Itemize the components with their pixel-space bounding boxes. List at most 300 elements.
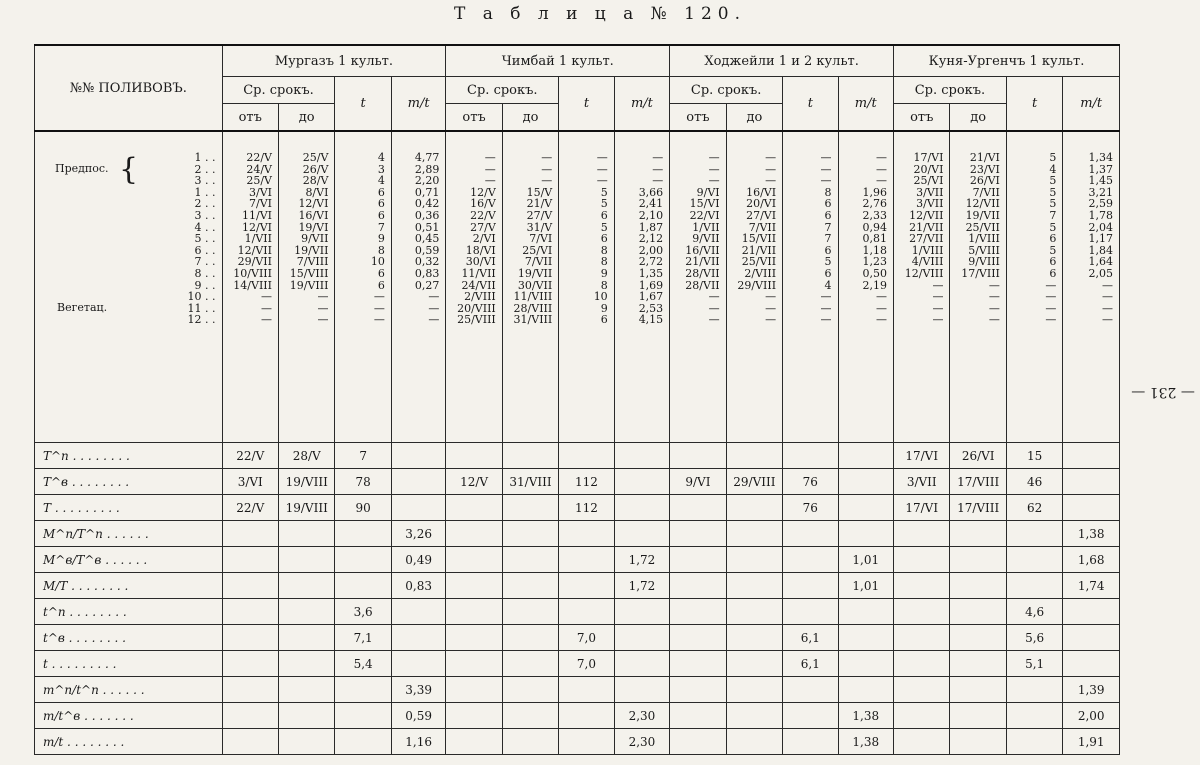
stat-cell [502, 625, 558, 651]
stat-cell: 1,74 [1063, 573, 1120, 599]
stat-cell [335, 573, 391, 599]
cell-value: 7/VI [529, 232, 553, 246]
t-header: t [1006, 77, 1062, 132]
stat-cell: 17/VIII [950, 469, 1006, 495]
cell-value: 0,36 [414, 208, 440, 222]
cell-value: 16/VI [298, 208, 329, 222]
cell-value: 7/VII [748, 220, 777, 234]
stat-cell [950, 573, 1006, 599]
cell-value: — [373, 313, 385, 327]
cell-value: 3,21 [1088, 185, 1113, 199]
stat-row [35, 443, 1120, 469]
stat-cell: 9/VI [670, 469, 726, 495]
cell-value: — [428, 313, 440, 327]
cell-value: 4,77 [414, 151, 440, 164]
cell-value: 0,45 [414, 232, 440, 246]
cell-value: 0,51 [414, 220, 440, 234]
stat-cell [446, 703, 502, 729]
cell-value: 0,27 [414, 278, 440, 292]
cell-value: — [932, 278, 944, 292]
t-header: t [783, 77, 838, 132]
cell-value: 21/VI [969, 151, 1000, 164]
cell-value: 6 [377, 278, 385, 292]
stat-row [35, 651, 1120, 677]
cell-value: 16/VI [746, 185, 777, 199]
cell-value: 21/VII [685, 255, 720, 269]
cell-value: 25/VI [913, 174, 944, 188]
cell-value: — [765, 162, 777, 176]
group-header-1: Мургазъ 1 культ. [222, 45, 446, 77]
stat-cell [670, 677, 726, 703]
cell-value: 8 [600, 255, 608, 269]
cell-value: 17/VI [913, 151, 944, 164]
cell-value: 26/VI [969, 174, 1000, 188]
stat-cell [559, 677, 614, 703]
stat-cell [726, 547, 782, 573]
ot-header: отъ [222, 104, 278, 132]
sr-srok-header: Ср. срокъ. [222, 77, 335, 104]
cell-value: — [652, 151, 664, 164]
stat-label: M/T . . . . . . . . [35, 573, 223, 599]
cell-value: — [820, 151, 832, 164]
stat-cell [614, 599, 670, 625]
stat-cell: 1,38 [838, 729, 893, 755]
cell-value: 22/V [246, 151, 272, 164]
cell-value: — [1102, 290, 1113, 304]
cell-value: 4/VIII [911, 255, 944, 269]
stat-row [35, 599, 1120, 625]
stat-cell [950, 729, 1006, 755]
cell-value: 1,78 [1088, 208, 1113, 222]
stat-cell [278, 521, 334, 547]
stat-cell [726, 599, 782, 625]
cell-value: 12/VI [241, 220, 272, 234]
stat-cell: 1,01 [838, 573, 893, 599]
stat-cell [446, 547, 502, 573]
row-numbers [142, 151, 222, 327]
cell-value: 1,23 [862, 255, 887, 269]
stat-cell [783, 729, 838, 755]
stat-cell [222, 521, 278, 547]
stat-cell [670, 729, 726, 755]
stat-cell: 62 [1006, 495, 1062, 521]
stat-row [35, 729, 1120, 755]
cell-value: — [260, 313, 272, 327]
stat-label: T . . . . . . . . . [35, 495, 223, 521]
cell-value: 2,04 [1088, 220, 1113, 234]
stat-cell: 31/VIII [502, 469, 558, 495]
cell-value: 0,59 [414, 243, 440, 257]
stat-cell [1063, 599, 1120, 625]
cell-value: 2,53 [638, 301, 664, 315]
stat-cell [1063, 651, 1120, 677]
stat-cell [950, 599, 1006, 625]
cell-value: 19/VI [298, 220, 329, 234]
stat-cell: 78 [335, 469, 391, 495]
cell-value: 29/VIII [737, 278, 777, 292]
cell-value: 25/V [302, 151, 329, 164]
stat-cell: 4,6 [1006, 599, 1062, 625]
g2-mt-col [614, 131, 670, 443]
stat-cell [446, 677, 502, 703]
cell-value: — [988, 313, 1000, 327]
g3-t-col [783, 131, 838, 443]
cell-value: 2,41 [638, 197, 664, 211]
stat-cell [614, 495, 670, 521]
group-header-2: Чимбай 1 культ. [446, 45, 670, 77]
stat-cell [670, 495, 726, 521]
stat-cell [783, 547, 838, 573]
cell-value: 2,19 [862, 278, 887, 292]
cell-value: 8 [600, 243, 608, 257]
cell-value: 15/VI [689, 197, 720, 211]
cell-value: 1,18 [862, 243, 887, 257]
stat-cell [670, 599, 726, 625]
stat-cell [1006, 729, 1062, 755]
cell-value: — [708, 313, 720, 327]
cell-value: 1,84 [1088, 243, 1113, 257]
g1-do-col [278, 131, 334, 443]
stat-cell: 90 [335, 495, 391, 521]
stat-cell [391, 651, 445, 677]
cell-value: 4 . . [194, 220, 216, 234]
cell-value: 7/VII [524, 255, 553, 269]
stat-cell [783, 599, 838, 625]
cell-value: 19/VII [294, 243, 329, 257]
cell-value: — [652, 174, 664, 188]
stat-cell [726, 443, 782, 469]
stat-cell [894, 521, 950, 547]
cell-value: 2,00 [638, 243, 664, 257]
cell-value: 0,94 [862, 220, 887, 234]
cell-value: — [428, 301, 440, 315]
cell-value: 1,64 [1088, 255, 1113, 269]
cell-value: 27/V [526, 208, 553, 222]
ot-header: отъ [446, 104, 502, 132]
cell-value: 20/VIII [457, 301, 496, 315]
g4-t-col [1006, 131, 1062, 443]
cell-value: 1,87 [638, 220, 664, 234]
cell-value: — [765, 174, 777, 188]
cell-value: 0,83 [414, 266, 440, 280]
stat-cell: 3/VI [222, 469, 278, 495]
stat-cell [222, 677, 278, 703]
stat-cell [838, 443, 893, 469]
cell-value: 4 [377, 151, 385, 164]
g4-mt-col [1063, 131, 1120, 443]
stat-cell [726, 521, 782, 547]
stat-cell [670, 651, 726, 677]
stat-cell [446, 729, 502, 755]
stat-cell: 112 [559, 495, 614, 521]
stat-cell [502, 547, 558, 573]
stat-cell: 12/V [446, 469, 502, 495]
stat-cell [1063, 469, 1120, 495]
cell-value: 21/V [526, 197, 553, 211]
cell-value: 6 [377, 197, 385, 211]
cell-value: 4 [377, 174, 385, 188]
cell-value: 12/VIII [904, 266, 944, 280]
group-header-4: Куня-Ургенчъ 1 культ. [894, 45, 1120, 77]
stat-cell [894, 573, 950, 599]
cell-value: 4 [824, 278, 832, 292]
cell-value: 7 [377, 220, 385, 234]
stat-cell [278, 573, 334, 599]
stat-cell [726, 625, 782, 651]
stat-cell: 7,0 [559, 625, 614, 651]
stat-cell [894, 651, 950, 677]
stat-cell [1006, 547, 1062, 573]
stat-cell [502, 599, 558, 625]
stat-cell [502, 729, 558, 755]
cell-value: — [1045, 278, 1057, 292]
cell-value: 9 [377, 232, 385, 246]
cell-value: 28/VIII [513, 301, 553, 315]
cell-value: 2,33 [862, 208, 887, 222]
stat-cell [1063, 625, 1120, 651]
cell-value: 5 [1049, 220, 1057, 234]
cell-value: 1,67 [638, 290, 664, 304]
cell-value: — [820, 290, 832, 304]
cell-value: 6 [1049, 266, 1057, 280]
cell-value: — [820, 162, 832, 176]
t-header: t [335, 77, 391, 132]
stat-cell: 6,1 [783, 625, 838, 651]
g3-mt-col [838, 131, 893, 443]
stat-row [35, 469, 1120, 495]
cell-value: 28/VII [685, 278, 720, 292]
stat-cell [726, 495, 782, 521]
stat-cell [335, 677, 391, 703]
stat-cell: 29/VIII [726, 469, 782, 495]
cell-value: 25/VIII [457, 313, 496, 327]
stat-cell: 112 [559, 469, 614, 495]
mt-header: m/t [1063, 77, 1120, 132]
stat-cell [614, 443, 670, 469]
cell-value: — [765, 151, 777, 164]
cell-value: — [317, 301, 329, 315]
stat-cell [222, 651, 278, 677]
stat-label: m^п/t^п . . . . . . [35, 677, 223, 703]
stat-cell [278, 651, 334, 677]
cell-value: 31/VIII [513, 313, 553, 327]
stat-cell [670, 547, 726, 573]
cell-value: 11/VII [461, 266, 496, 280]
cell-value: 3 . . [194, 174, 216, 188]
stat-cell [446, 651, 502, 677]
cell-value: 6 [600, 232, 608, 246]
stat-cell: 5,4 [335, 651, 391, 677]
stat-cell [894, 547, 950, 573]
stat-row [35, 573, 1120, 599]
stat-cell [783, 703, 838, 729]
cell-value: — [876, 174, 887, 188]
g4-do-col [950, 131, 1006, 443]
cell-value: 19/VIII [289, 278, 329, 292]
cell-value: — [988, 290, 1000, 304]
stat-row [35, 547, 1120, 573]
stat-cell [894, 625, 950, 651]
stat-cell [222, 703, 278, 729]
cell-value: — [765, 313, 777, 327]
stat-cell: 3,26 [391, 521, 445, 547]
stat-cell [446, 573, 502, 599]
stat-cell [222, 599, 278, 625]
stat-cell: 17/VIII [950, 495, 1006, 521]
cell-value: — [484, 174, 496, 188]
stat-cell [502, 573, 558, 599]
t-header: t [559, 77, 614, 132]
stat-cell [670, 625, 726, 651]
cell-value: 19/VII [965, 208, 1000, 222]
cell-value: 6 [600, 313, 608, 327]
stat-cell: 1,01 [838, 547, 893, 573]
cell-value: 7/VII [972, 185, 1000, 199]
stat-cell: 26/VI [950, 443, 1006, 469]
sr-srok-header: Ср. срокъ. [670, 77, 783, 104]
cell-value: — [317, 313, 329, 327]
cell-value: 5 [1049, 174, 1057, 188]
stat-cell: 7,0 [559, 651, 614, 677]
cell-value: 24/VII [461, 278, 496, 292]
g1-ot-col [222, 131, 278, 443]
stat-cell [894, 729, 950, 755]
cell-value: 1/VIII [911, 243, 944, 257]
stat-cell [559, 729, 614, 755]
cell-value: 2/VIII [744, 266, 777, 280]
cell-value: — [820, 313, 832, 327]
cell-value: 1/VII [692, 220, 720, 234]
sr-srok-header: Ср. срокъ. [446, 77, 559, 104]
cell-value: 5 [600, 220, 608, 234]
stat-cell: 7 [335, 443, 391, 469]
cell-value: 9 [600, 266, 608, 280]
cell-value: 1,37 [1088, 162, 1113, 176]
cell-value: 2,05 [1088, 266, 1113, 280]
stat-cell [1006, 677, 1062, 703]
mt-header: m/t [838, 77, 893, 132]
cell-value: 6 [824, 197, 832, 211]
cell-value: 12/VII [237, 243, 272, 257]
cell-value: — [876, 162, 887, 176]
stats-section [35, 443, 1120, 755]
stat-cell: 46 [1006, 469, 1062, 495]
cell-value: 30/VII [517, 278, 553, 292]
stat-cell: 1,39 [1063, 677, 1120, 703]
cell-value: — [765, 290, 777, 304]
stat-cell [838, 521, 893, 547]
stat-cell: 19/VIII [278, 469, 334, 495]
cell-value: 28/V [302, 174, 329, 188]
cell-value: — [541, 174, 553, 188]
cell-value: 27/V [470, 220, 496, 234]
stat-cell [335, 521, 391, 547]
cell-value: 8 . . [194, 266, 216, 280]
cell-value: 7/VIII [296, 255, 329, 269]
stat-cell [950, 625, 1006, 651]
cell-value: — [596, 151, 608, 164]
cell-value: 6 [377, 266, 385, 280]
cell-value: 7 [824, 232, 832, 246]
cell-value: 9/VI [696, 185, 720, 199]
cell-value: 2,76 [862, 197, 887, 211]
stat-cell [614, 651, 670, 677]
stat-cell: 3/VII [894, 469, 950, 495]
stat-cell [783, 573, 838, 599]
stat-cell [894, 677, 950, 703]
cell-value: 2,20 [414, 174, 440, 188]
stat-cell [278, 547, 334, 573]
cell-value: 3/VI [248, 185, 272, 199]
stat-cell: 2,30 [614, 703, 670, 729]
predpos-brace: { [119, 152, 139, 187]
g2-do-col [502, 131, 558, 443]
cell-value: 2,72 [638, 255, 664, 269]
mt-header: m/t [614, 77, 670, 132]
stat-cell: 1,72 [614, 547, 670, 573]
cell-value: 1,17 [1088, 232, 1113, 246]
stat-cell [278, 599, 334, 625]
stat-cell: 17/VI [894, 443, 950, 469]
stat-cell [1063, 443, 1120, 469]
cell-value: — [484, 151, 496, 164]
stat-cell [670, 573, 726, 599]
cell-value: 7/VI [248, 197, 272, 211]
stat-cell: 1,72 [614, 573, 670, 599]
cell-value: — [373, 301, 385, 315]
stat-cell: 1,16 [391, 729, 445, 755]
cell-value: 12/VI [298, 197, 329, 211]
stat-cell [894, 703, 950, 729]
cell-value: — [1045, 290, 1057, 304]
cell-value: 9/VII [692, 232, 720, 246]
cell-value: 27/VI [746, 208, 777, 222]
stat-cell [894, 599, 950, 625]
cell-value: 14/VIII [233, 278, 272, 292]
do-header: до [278, 104, 334, 132]
stat-cell: 19/VIII [278, 495, 334, 521]
cell-value: 2 . . [194, 162, 216, 176]
g3-do-col [726, 131, 782, 443]
stat-cell [726, 677, 782, 703]
cell-value: — [1102, 313, 1113, 327]
g2-ot-col [446, 131, 502, 443]
stat-cell [838, 495, 893, 521]
g3-ot-col [670, 131, 726, 443]
mt-header: m/t [391, 77, 445, 132]
cell-value: 25/VI [522, 243, 553, 257]
cell-value: 2,89 [414, 162, 440, 176]
cell-value: 9/VIII [968, 255, 1000, 269]
do-header: до [502, 104, 558, 132]
stat-cell [838, 599, 893, 625]
stat-cell [278, 729, 334, 755]
cell-value: — [820, 301, 832, 315]
cell-value: 5 [600, 197, 608, 211]
cell-value: 3 . . [194, 208, 216, 222]
stat-row [35, 521, 1120, 547]
stat-cell [222, 573, 278, 599]
cell-value: — [596, 174, 608, 188]
cell-value: 2/VI [472, 232, 496, 246]
stat-cell [670, 703, 726, 729]
cell-value: 22/VI [689, 208, 720, 222]
cell-value: 9 [600, 301, 608, 315]
stat-cell: 17/VI [894, 495, 950, 521]
cell-value: — [317, 290, 329, 304]
stat-label: t . . . . . . . . . [35, 651, 223, 677]
cell-value: 23/VI [969, 162, 1000, 176]
